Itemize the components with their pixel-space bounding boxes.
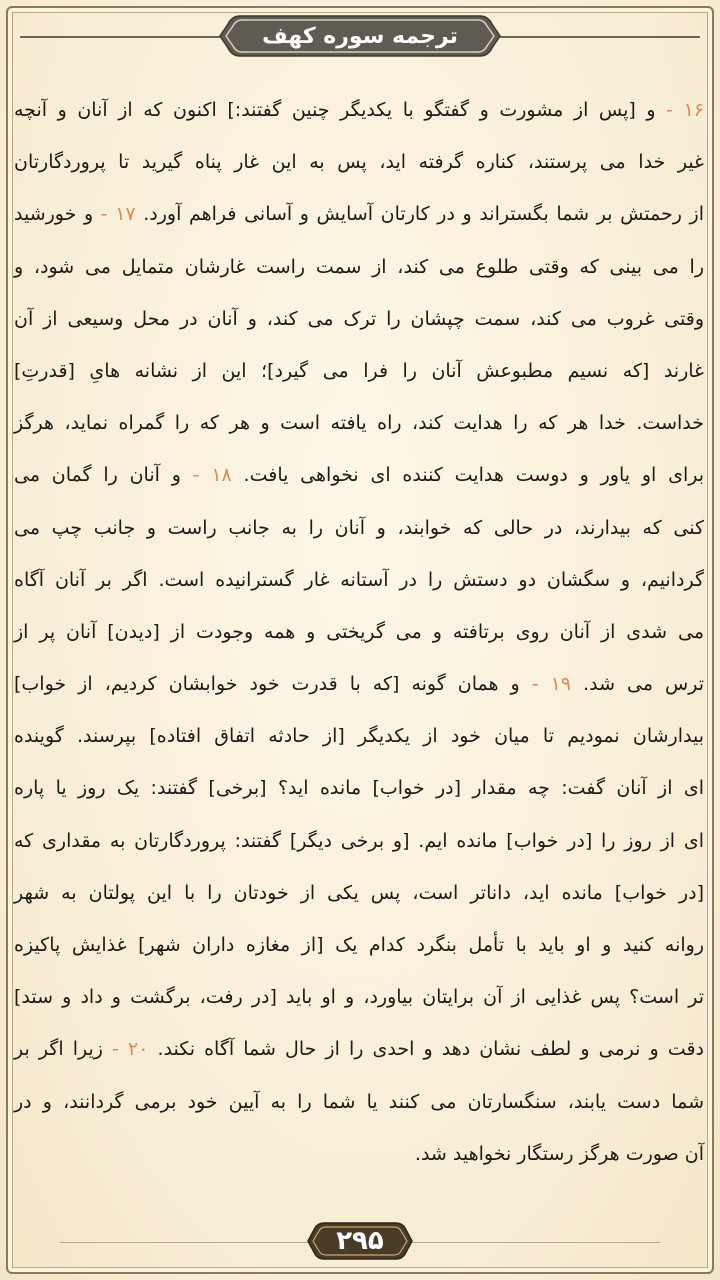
verse-text: [در خواب] مانده اید، داناتر است، پس یکی از خودتان را با این پولتان به شهر — [14, 881, 704, 904]
text-line — [14, 658, 704, 710]
header-rule-right — [500, 36, 700, 38]
text-line — [14, 84, 704, 136]
verse-number: ۱۸ - — [180, 464, 232, 487]
verse-text: را می بینی که وقتی طلوع می کند، از سمت راست غارشان متمایل می شود، و — [14, 255, 704, 278]
text-line — [14, 1023, 704, 1075]
footer-rule-left — [60, 1242, 310, 1243]
verse-text: وقتی غروب می کند، سمت چپشان را ترک می کند، و آنان در محل وسیعی از آن — [14, 307, 704, 330]
verse-text: گردانیم، و سگشان دو دستش را در آستانه غار گسترانیده است. اگر بر آنان آگاه — [14, 568, 704, 591]
title-banner — [218, 14, 502, 58]
verse-text: و آنان را گمان می — [14, 464, 181, 487]
verse-number: ۱۹ - — [519, 673, 572, 696]
header — [0, 12, 720, 62]
footer — [0, 1218, 720, 1266]
text-line — [14, 136, 704, 188]
text-line — [14, 397, 704, 449]
text-line — [14, 919, 704, 971]
verse-text: غیر خدا می پرستند، کناره گرفته اید، پس به این غار پناه گیرید تا پروردگارتان — [14, 151, 704, 174]
verse-text: بیدارشان نمودیم تا میان خود از یکدیگر [از حادثه اتفاق افتاده] بپرسند. گوینده — [14, 725, 704, 748]
text-line — [14, 293, 704, 345]
translation-text — [14, 84, 704, 1180]
text-line — [14, 762, 704, 814]
text-line — [14, 710, 704, 762]
text-line — [14, 1128, 704, 1180]
verse-text: آن صورت هرگز رستگار نخواهید شد. — [414, 1142, 704, 1165]
text-line — [14, 867, 704, 919]
verse-text: غارند [که نسیم مطبوعش آنان را فرا می گیرد]؛ این از نشانه هایِ [قدرتِ] — [14, 359, 704, 382]
text-line — [14, 815, 704, 867]
text-line — [14, 971, 704, 1023]
verse-text: شما دست یابند، سنگسارتان می کنند یا شما را به آیین خود برمی گردانند، و در — [14, 1090, 704, 1113]
verse-text: زیرا اگر بر — [14, 1038, 103, 1061]
verse-text: دقت و نرمی و لطف نشان دهد و احدی را از حال شما آگاه نکند. — [148, 1038, 704, 1061]
footer-rule-right — [410, 1242, 660, 1243]
verse-text: و خورشید — [14, 203, 94, 226]
verse-text: تر است؟ پس غذایی از آن برایتان بیاورد، و او باید [در رفت، برگشت و داد و ستد] — [14, 986, 704, 1009]
verse-text: و همان گونه [که با قدرت خود خوابشان کردیم، از خواب] — [14, 673, 520, 696]
verse-number: ۱۷ - — [93, 203, 136, 226]
verse-text: روانه کنید و او باید با تأمل بنگرد کدام یک [از مغازه داران شهر] غذایش پاکیزه — [14, 934, 704, 956]
text-line — [14, 241, 704, 293]
page-number: ۲۹۵ — [336, 1226, 384, 1256]
text-line — [14, 345, 704, 397]
text-line — [14, 502, 704, 554]
verse-text: ترس می شد. — [571, 673, 705, 696]
verse-number: ۱۶ - — [655, 99, 704, 121]
verse-text: برای او یاور و دوست هدایت کننده ای نخواهی یافت. — [231, 464, 704, 487]
verse-text: کنی که بیدارند، در حالی که خوابند، و آنان را به جانب راست و جانب چپ می — [14, 516, 704, 539]
text-line — [14, 1076, 704, 1128]
text-line — [14, 554, 704, 606]
verse-text: خداست. خدا هر که را هدایت کند، راه یافته است و هر که را گمراه نماید، هرگز — [14, 412, 704, 435]
page-title: ترجمه سوره کهف — [262, 23, 458, 49]
text-line — [14, 449, 704, 501]
verse-text: و [پس از مشورت و گفتگو با یکدیگر چنین گفتند:] اکنون که از آنان و آنچه — [14, 99, 656, 121]
header-rule-left — [20, 36, 220, 38]
verse-number: ۲۰ - — [102, 1038, 149, 1061]
verse-text: می شدی از آنان روی برتافته و می گریختی و همه وجودت از [دیدن] آنان پر از — [14, 620, 704, 643]
verse-text: ای از آنان گفت: چه مقدار [در خواب] مانده اید؟ [برخی] گفتند: یک روز یا پاره — [14, 777, 704, 800]
verse-text: از رحمتش بر شما بگستراند و در کارتان آسایش و آسانی فراهم آورد. — [135, 203, 704, 226]
text-line — [14, 606, 704, 658]
verse-text: ای از روز را [در خواب] مانده ایم. [و برخی دیگر] گفتند: پروردگارتان به مقداری که — [14, 829, 704, 852]
text-line — [14, 188, 704, 240]
page-number-badge — [306, 1220, 414, 1262]
